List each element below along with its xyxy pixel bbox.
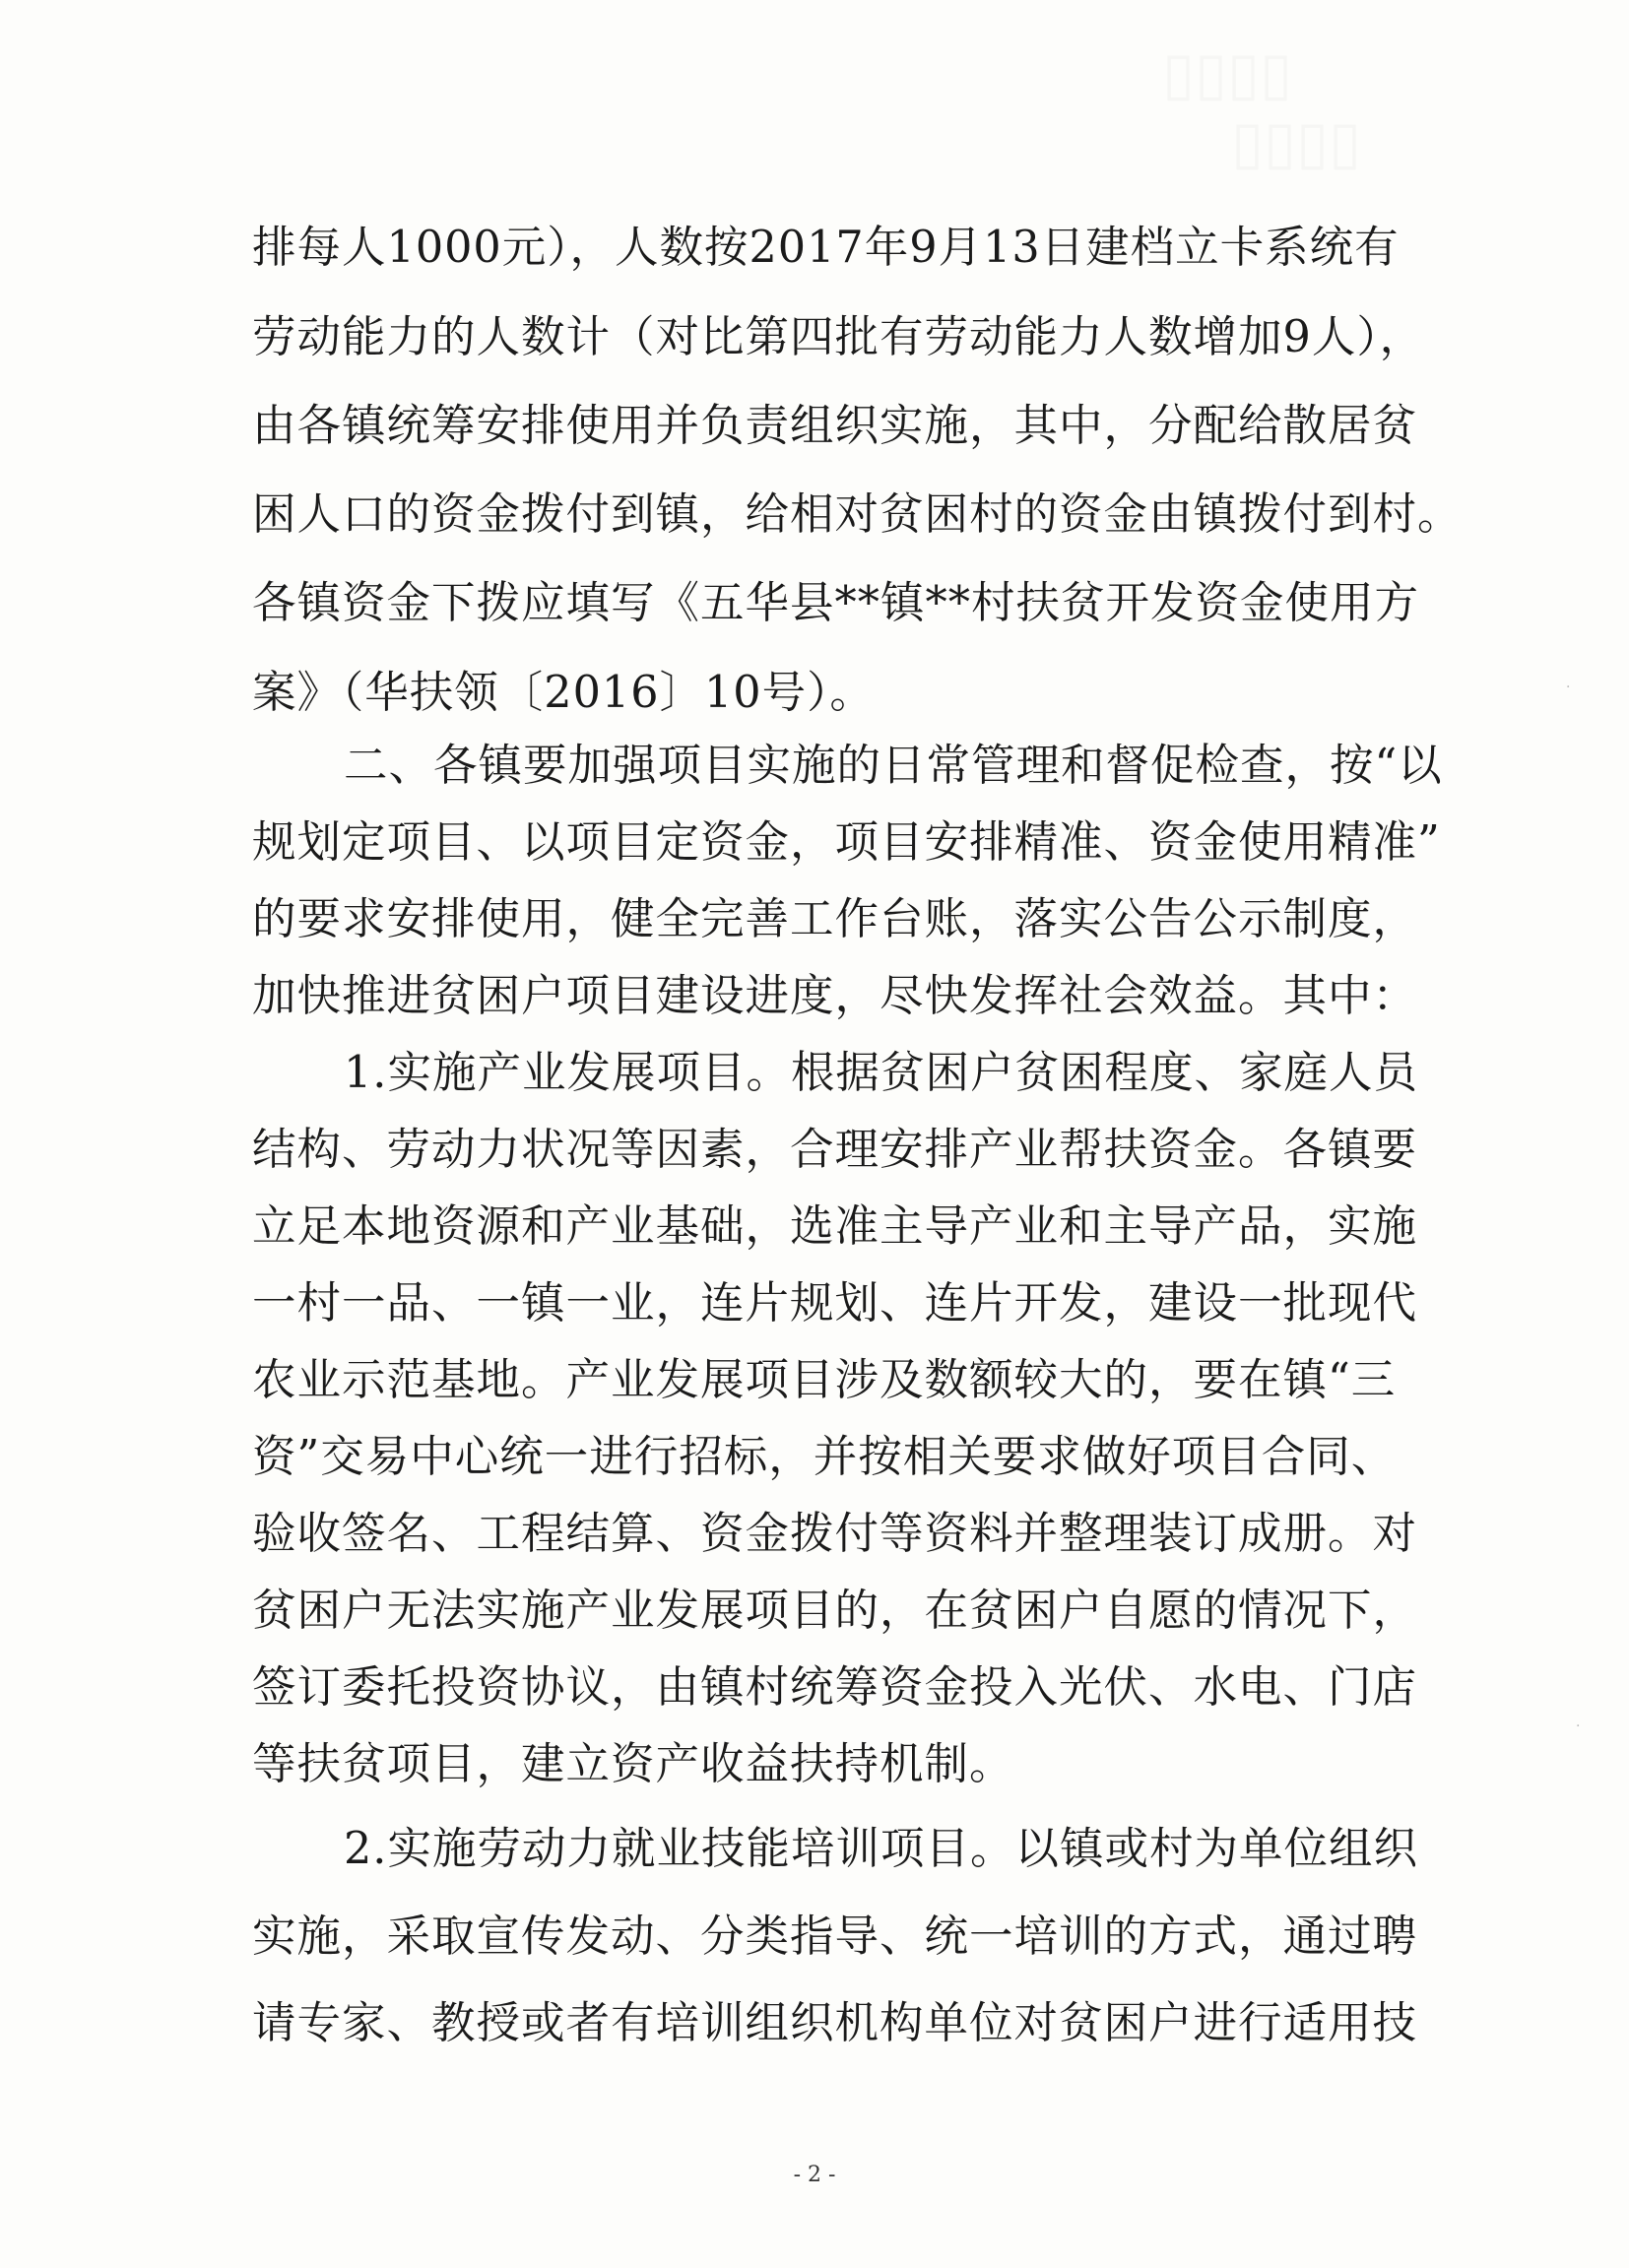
show-through-texture: ▯▯▯▯	[1162, 39, 1293, 108]
text-line: 签订委托投资协议，由镇村统筹资金投入光伏、水电、门店	[252, 1662, 1418, 1713]
text-line: 农业示范基地。产业发展项目涉及数额较大的，要在镇“三	[252, 1355, 1397, 1405]
text-line: 等扶贫项目，建立资产收益扶持机制。	[252, 1739, 1014, 1789]
text-line: 规划定项目、以项目定资金，项目安排精准、资金使用精准”	[252, 817, 1441, 868]
scan-mark: ·	[1576, 1718, 1581, 1734]
text-line: 二、各镇要加强项目实施的日常管理和督促检查，按“以	[344, 741, 1443, 791]
text-line: 排每人1000元），人数按2017年9月13日建档立卡系统有	[252, 223, 1400, 273]
text-line: 各镇资金下拨应填写《五华县**镇**村扶贫开发资金使用方	[252, 578, 1420, 628]
text-line: 请专家、教授或者有培训组织机构单位对贫困户进行适用技	[252, 1998, 1418, 2048]
scan-mark: ·	[1566, 680, 1571, 695]
text-line: 劳动能力的人数计（对比第四批有劳动能力人数增加9人），	[252, 312, 1425, 362]
text-line: 一村一品、一镇一业，连片规划、连片开发，建设一批现代	[252, 1278, 1418, 1328]
text-line: 由各镇统筹安排使用并负责组织实施，其中，分配给散居贫	[252, 401, 1418, 451]
show-through-texture: ▯▯▯▯	[1231, 108, 1362, 177]
text-line: 的要求安排使用，健全完善工作台账，落实公告公示制度，	[252, 894, 1418, 944]
text-line: 加快推进贫困户项目建设进度，尽快发挥社会效益。其中：	[252, 971, 1418, 1021]
text-line: 困人口的资金拨付到镇，给相对贫困村的资金由镇拨付到村。	[252, 489, 1463, 540]
text-line: 贫困户无法实施产业发展项目的，在贫困户自愿的情况下，	[252, 1586, 1418, 1636]
text-line: 1.实施产业发展项目。根据贫困户贫困程度、家庭人员	[344, 1048, 1418, 1098]
text-line: 2.实施劳动力就业技能培训项目。以镇或村为单位组织	[344, 1824, 1418, 1874]
text-line: 验收签名、工程结算、资金拨付等资料并整理装订成册。对	[252, 1509, 1418, 1559]
text-line: 结构、劳动力状况等因素，合理安排产业帮扶资金。各镇要	[252, 1125, 1418, 1175]
page-number: - 2 -	[793, 2163, 836, 2187]
text-line: 案》（华扶领〔2016〕10号）。	[252, 668, 875, 718]
text-line: 资”交易中心统一进行招标，并按相关要求做好项目合同、	[252, 1432, 1397, 1482]
text-line: 实施，采取宣传发动、分类指导、统一培训的方式，通过聘	[252, 1912, 1418, 1962]
text-line: 立足本地资源和产业基础，选准主导产业和主导产品，实施	[252, 1201, 1418, 1252]
